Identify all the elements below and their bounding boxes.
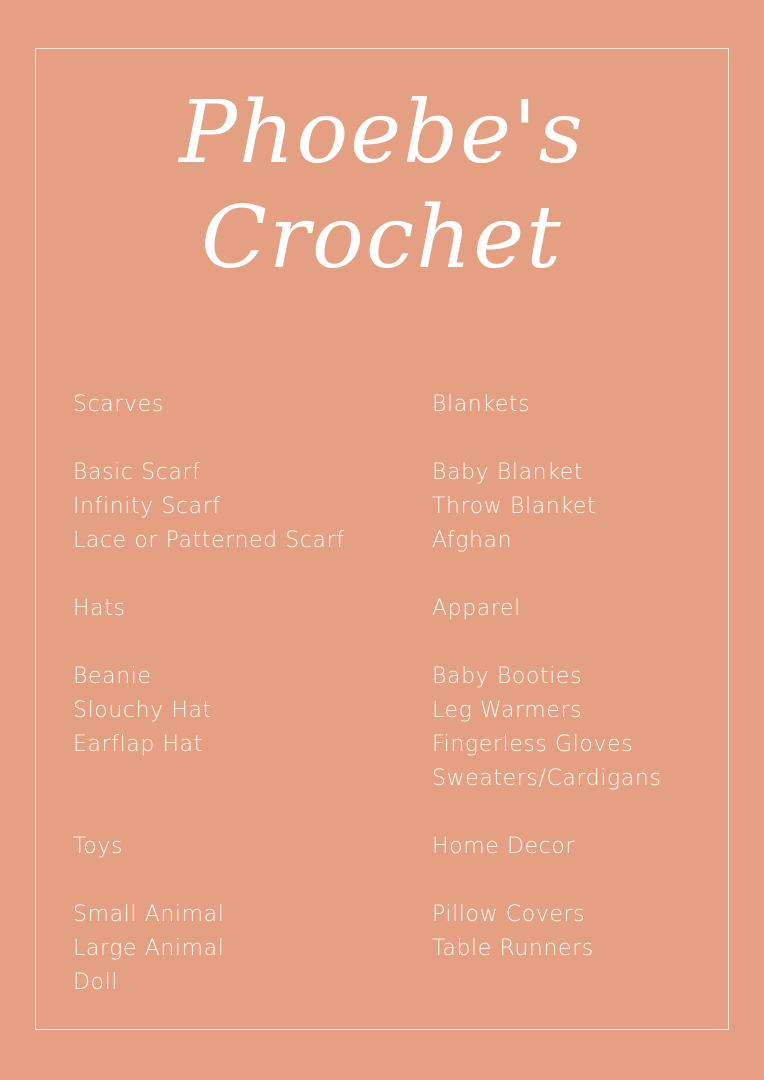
list-item: Afghan xyxy=(432,528,513,553)
list-item: Large Animal xyxy=(73,936,225,961)
list-item: Pillow Covers xyxy=(432,902,586,927)
list-item: Small Animal xyxy=(73,902,225,927)
list-item: Baby Blanket xyxy=(432,460,584,485)
list-item: Lace or Patterned Scarf xyxy=(73,528,345,553)
title-line-1: Phoebe's xyxy=(179,83,585,183)
list-item: Throw Blanket xyxy=(432,494,597,519)
list-item: Sweaters/Cardigans xyxy=(432,766,662,791)
section-heading: Hats xyxy=(73,596,126,621)
list-item: Beanie xyxy=(73,664,152,689)
list-item: Earflap Hat xyxy=(73,732,203,757)
list-item: Table Runners xyxy=(432,936,594,961)
section-heading: Apparel xyxy=(432,596,521,621)
section-heading: Toys xyxy=(73,834,124,859)
list-item: Infinity Scarf xyxy=(73,494,221,519)
list-item: Slouchy Hat xyxy=(73,698,212,723)
right-column xyxy=(432,388,662,966)
title-line-2: Crochet xyxy=(201,188,563,288)
left-column xyxy=(73,388,345,1000)
list-item: Doll xyxy=(73,970,119,995)
list-item: Basic Scarf xyxy=(73,460,201,485)
list-item: Baby Booties xyxy=(432,664,583,689)
section-heading: Scarves xyxy=(73,392,164,417)
section-heading: Home Decor xyxy=(432,834,576,859)
list-item: Leg Warmers xyxy=(432,698,583,723)
section-heading: Blankets xyxy=(432,392,531,417)
list-item: Fingerless Gloves xyxy=(432,732,634,757)
